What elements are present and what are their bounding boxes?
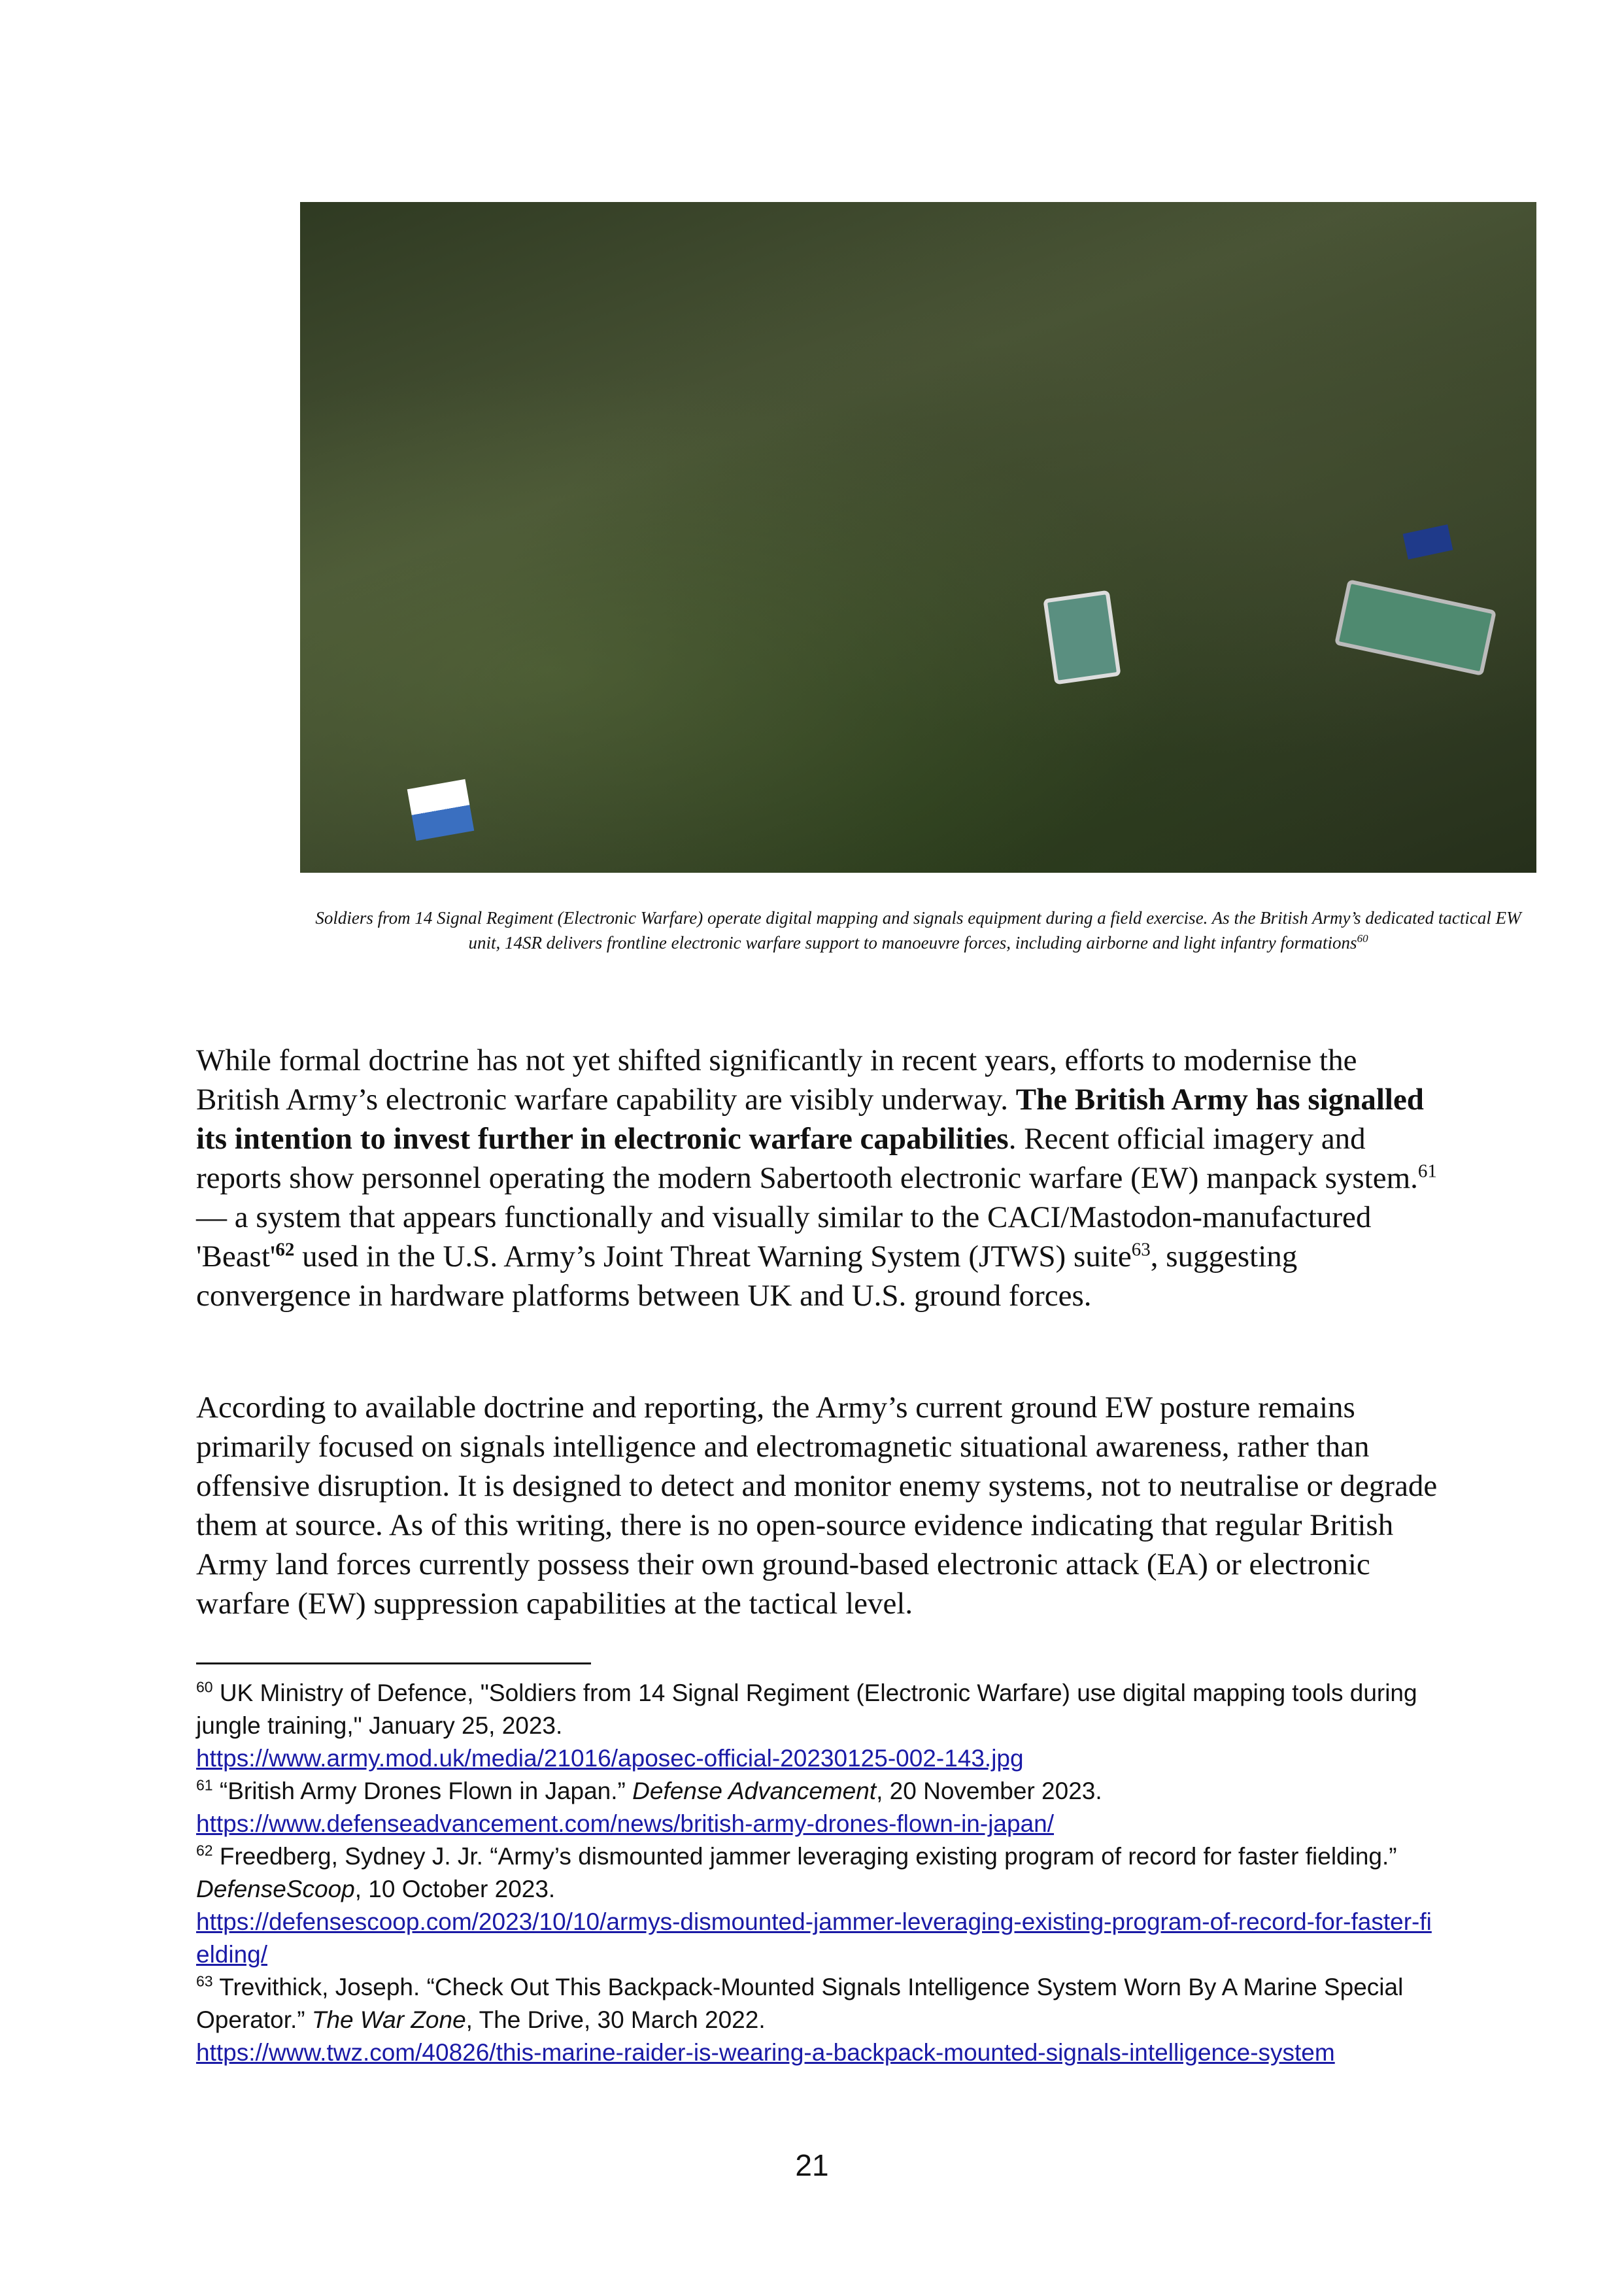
tablet-device-screen — [1334, 579, 1497, 676]
footnote-ref-62[interactable]: 62 — [275, 1239, 295, 1260]
footnote-63-link[interactable]: https://www.twz.com/40826/this-marine-raider-is-wearing-a-backpack-mounted-signals-intelligence-system — [196, 2039, 1335, 2066]
footnote-62: $^{62}$ Freedberg, Sydney J. Jr. “Army’s dismounted jammer leveraging existing program of record for faster fielding.” DefenseScoop, 10 October 2023. https://defensescoop.com/2023/10/10/armys-dismounted-jammer-leveraging-existing-program-of-record-for-faster-fielding/ — [196, 1842, 1432, 1968]
soldiers-photo — [300, 202, 1536, 873]
caption-footnote-ref[interactable]: 60 — [1357, 932, 1368, 945]
footnote-ref-63[interactable]: 63 — [1131, 1239, 1151, 1260]
paragraph-ew-posture: According to available doctrine and reporting, the Army’s current ground EW posture remains primarily focused on signals intelligence and electromagnetic situational awareness, rather than offensive disruption. It is designed to detect and monitor enemy systems, not to neutralise or degrade them at source. As of this writing, there is no open-source evidence indicating that regular British Army land forces currently possess their own ground-based electronic attack (EA) or electronic warfare (EW) suppression capabilities at the tactical level. — [196, 1391, 1438, 1621]
footnote-63: $^{63}$ Trevithick, Joseph. “Check Out This Backpack-Mounted Signals Intelligence System Worn By A Marine Special Operator.” The War Zone, The Drive, 30 March 2022. https://www.twz.com/40826/this-marine-raider-is-wearing-a-backpack-mounted-signals-intelligence-system — [196, 1972, 1404, 2066]
shoulder-flag-patch — [407, 779, 475, 841]
footnote-ref-61[interactable]: 61 — [1417, 1160, 1437, 1182]
union-flag-patch — [1403, 524, 1453, 560]
footnote-separator — [196, 1662, 591, 1664]
bold-statement: The British Army has signalled its intention to invest further in electronic warfare capabilities — [196, 1083, 1424, 1156]
page-number: 21 — [795, 2148, 829, 2182]
footnote-62-link[interactable]: https://defensescoop.com/2023/10/10/armys-dismounted-jammer-leveraging-existing-program-of-record-for-faster-fielding/ — [196, 1908, 1432, 1968]
footnote-60: $^{60}$ UK Ministry of Defence, "Soldiers from 14 Signal Regiment (Electronic Warfare) use digital mapping tools during jungle training," January 25, 2023. https://www.army.mod.uk/media/21016/aposec-official-20230125-002-143.jpg — [196, 1678, 1417, 1772]
footnote-61-link[interactable]: https://www.defenseadvancement.com/news/british-army-drones-flown-in-japan/ — [196, 1810, 1055, 1837]
footnote-60-link[interactable]: https://www.army.mod.uk/media/21016/aposec-official-20230125-002-143.jpg — [196, 1745, 1024, 1772]
footnote-61: $^{61}$ “British Army Drones Flown in Japan.” Defense Advancement, 20 November 2023. https://www.defenseadvancement.com/news/british-army-drones-flown-in-japan/ — [196, 1776, 1102, 1837]
footnotes — [196, 1677, 1438, 2069]
paragraph-modernisation: While formal doctrine has not yet shifted significantly in recent years, efforts to modernise the British Army’s electronic warfare capability are visibly underway. The British Army has signalled its intention to invest further in electronic warfare capabilities. Recent official imagery and reports show personnel operating the modern Sabertooth electronic warfare (EW) manpack system.$^{61}$ — a system that appears functionally and visually similar to the CACI/Mastodon-manufactured '$Beast'^{62}$ used in the U.S. Army’s Joint Threat Warning System (JTWS) suite$^{63}$, suggesting convergence in hardware platforms between UK and U.S. ground forces. — [196, 1043, 1437, 1313]
figure-caption: Soldiers from 14 Signal Regiment (Electronic Warfare) operate digital mapping and signals equipment during a field exercise. As the British Army’s dedicated tactical EW unit, 14SR delivers frontline electronic warfare support to manoeuvre forces, including airborne and light infantry formations$^{60}$ — [315, 908, 1521, 953]
handheld-device-screen — [1043, 590, 1121, 685]
